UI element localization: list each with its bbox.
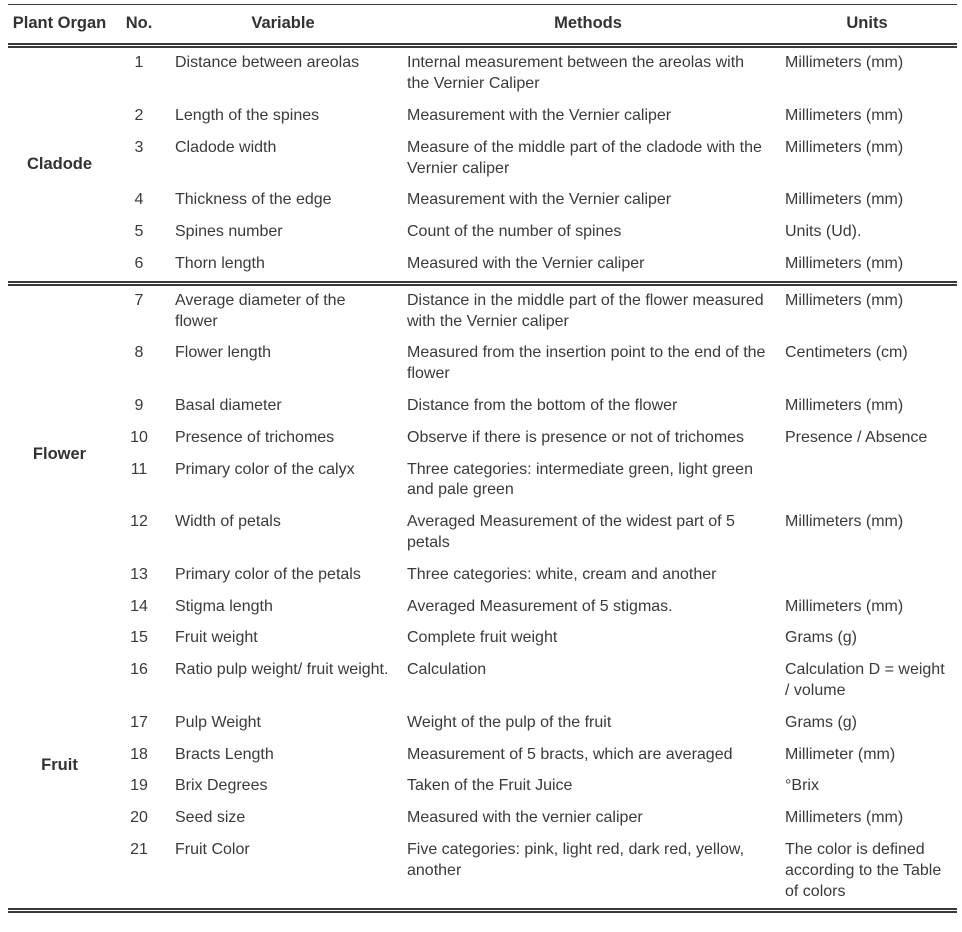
cell-units: Units (Ud). (785, 223, 862, 241)
cell-variable: Basal diameter (175, 397, 282, 414)
table-row (8, 338, 957, 391)
cell-variable: Brix Degrees (175, 777, 268, 795)
cell-variable: Ratio pulp weight/ fruit weight. (175, 661, 389, 679)
cell-methods: Observe if there is presence or not of trichomes (407, 428, 745, 446)
cell-no: 1 (134, 54, 144, 72)
cell-units: Millimeters (mm) (785, 597, 904, 615)
cell-variable: Spines number (175, 223, 283, 241)
cell-variable: Length of the spines (175, 107, 320, 125)
cell-methods: Calculation (407, 661, 487, 679)
cell-variable: Cladode width (175, 138, 277, 156)
cell-variable: Bracts Length (175, 745, 274, 763)
cell-variable: Distance between areolas (175, 54, 360, 72)
table-row (8, 217, 957, 249)
table-row (8, 835, 957, 911)
cell-methods: Measured from the insertion point to the end of the flower (407, 344, 766, 383)
cell-methods: Three categories: white, cream and another (407, 565, 717, 583)
table-row (8, 133, 957, 186)
header-row (8, 5, 957, 46)
cell-methods: Measure of the middle part of the cladode with the Vernier caliper (407, 138, 762, 177)
header-variable: Variable (251, 14, 315, 32)
cell-units: Millimeters (mm) (785, 809, 904, 827)
cell-no: 16 (130, 661, 148, 679)
cell-methods: Averaged Measurement of the widest part of 5 petals (407, 513, 735, 551)
cell-no: 19 (130, 777, 148, 795)
cell-no: 20 (130, 809, 148, 827)
cell-units: Millimeters (mm) (785, 291, 904, 309)
table-row (8, 740, 957, 772)
cell-methods: Weight of the pulp of the fruit (407, 713, 612, 731)
cell-no: 18 (130, 745, 148, 763)
cell-no: 6 (134, 255, 144, 273)
cell-units: Millimeters (mm) (785, 255, 904, 273)
cell-no: 10 (130, 428, 148, 446)
cell-no: 12 (130, 513, 148, 531)
cell-units: Grams (g) (785, 713, 857, 731)
cell-units: Calculation D = weight / volume (785, 661, 945, 699)
table-row (8, 592, 957, 624)
organ-label-flower: Flower (32, 444, 87, 463)
table-row (8, 708, 957, 740)
cell-methods: Measurement with the Vernier caliper (407, 107, 672, 125)
cell-no: 17 (130, 713, 148, 731)
cell-no: 14 (130, 597, 148, 615)
group-cladode (8, 46, 957, 283)
table-row (8, 507, 957, 560)
cell-variable: Fruit weight (175, 629, 258, 647)
table-row (8, 391, 957, 423)
cell-units: Centimeters (cm) (785, 344, 908, 362)
cell-variable: Width of petals (175, 513, 281, 531)
cell-no: 15 (130, 629, 148, 647)
table-row (8, 185, 957, 217)
group-fruit (8, 623, 957, 910)
table-row (8, 771, 957, 803)
cell-units: Millimeters (mm) (785, 191, 904, 209)
table-row (8, 249, 957, 283)
cell-methods: Measurement with the Vernier caliper (407, 191, 672, 209)
cell-variable: Flower length (175, 344, 272, 362)
cell-units: Grams (g) (785, 629, 857, 647)
cell-variable: Thorn length (175, 255, 265, 273)
table-row (8, 423, 957, 455)
cell-methods: Distance in the middle part of the flower measured with the Vernier caliper (407, 291, 764, 330)
cell-methods: Count of the number of spines (407, 223, 622, 241)
table-row (8, 655, 957, 708)
cell-methods: Three categories: intermediate green, light green and pale green (407, 460, 753, 499)
cell-methods: Averaged Measurement of 5 stigmas. (407, 597, 673, 615)
cell-units: °Brix (785, 777, 819, 795)
organ-label-fruit: Fruit (41, 756, 78, 775)
cell-methods: Measurement of 5 bracts, which are averaged (407, 745, 733, 763)
cell-units (777, 455, 957, 508)
cell-units: Presence / Absence (785, 428, 928, 446)
cell-methods: Distance from the bottom of the flower (407, 397, 678, 414)
cell-no: 13 (130, 565, 148, 583)
table-row (8, 803, 957, 835)
cell-methods: Measured with the vernier caliper (407, 809, 643, 827)
cell-variable: Average diameter of the flower (175, 291, 346, 330)
cell-no: 3 (134, 138, 144, 156)
cell-units (777, 560, 957, 592)
table-header (8, 5, 957, 46)
cell-no: 9 (134, 397, 144, 414)
cell-variable: Seed size (175, 809, 246, 827)
cell-units: Millimeters (mm) (785, 54, 904, 72)
group-flower (8, 283, 957, 623)
cell-no: 5 (134, 223, 144, 241)
cell-variable: Fruit Color (175, 840, 250, 858)
table-row (8, 560, 957, 592)
table-row (8, 623, 957, 655)
cell-methods: Complete fruit weight (407, 629, 558, 647)
header-methods: Methods (554, 14, 622, 32)
cell-variable: Pulp Weight (175, 713, 261, 731)
cell-units: Millimeters (mm) (785, 138, 904, 156)
cell-methods: Five categories: pink, light red, dark red, yellow, another (407, 840, 745, 879)
measurement-table (8, 4, 957, 913)
cell-methods: Internal measurement between the areolas with the Vernier Caliper (407, 54, 745, 93)
cell-units: Millimeters (mm) (785, 107, 904, 125)
header-plant-organ: Plant Organ (12, 14, 107, 32)
table-row (8, 46, 957, 101)
cell-units: Millimeters (mm) (785, 397, 904, 414)
table-row (8, 101, 957, 133)
cell-no: 11 (130, 460, 148, 478)
organ-label-cladode: Cladode (26, 154, 93, 173)
cell-units: Millimeters (mm) (785, 513, 904, 531)
cell-methods: Measured with the Vernier caliper (407, 255, 645, 273)
cell-variable: Primary color of the petals (175, 565, 361, 583)
cell-no: 2 (134, 107, 144, 125)
cell-no: 21 (130, 840, 148, 858)
header-units: Units (846, 14, 888, 32)
cell-no: 8 (134, 344, 144, 362)
header-no: No. (125, 14, 153, 32)
table-row (8, 283, 957, 338)
cell-no: 4 (134, 191, 144, 209)
cell-variable: Presence of trichomes (175, 428, 335, 446)
cell-variable: Primary color of the calyx (175, 460, 355, 478)
cell-variable: Stigma length (175, 597, 273, 615)
cell-variable: Thickness of the edge (175, 191, 332, 209)
cell-units: Millimeter (mm) (785, 745, 896, 763)
cell-units: The color is defined according to the Table of colors (785, 840, 942, 900)
cell-no: 7 (134, 291, 144, 309)
cell-methods: Taken of the Fruit Juice (407, 777, 573, 795)
table-row (8, 455, 957, 508)
